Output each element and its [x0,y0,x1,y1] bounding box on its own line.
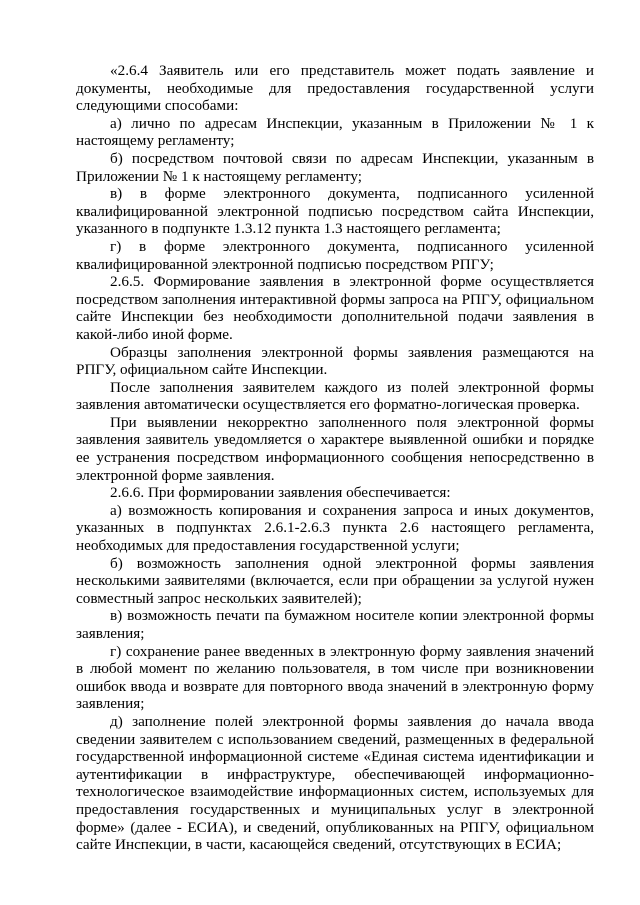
paragraph-item-b: б) возможность заполнения одной электронной формы заявления несколькими заявителями (включается, если при обращении за услугой нужен совместный запрос нескольких заявителей); [76,554,594,607]
paragraph-item-v: в) возможность печати па бумажном носителе копии электронной формы заявления; [76,607,594,642]
paragraph-2-6-4: «2.6.4 Заявитель или его представитель может подать заявление и документы, необходимые для предоставления государственной услуги следующими способами: [76,62,594,115]
paragraph-method-v: в) в форме электронного документа, подписанного усиленной квалифицированной электронной подписью посредством сайта Инспекции, указанного в подпункте 1.3.12 пункта 1.3 настоящего регламента; [76,185,594,238]
paragraph-method-a: а) лично по адресам Инспекции, указанным в Приложении № 1 к настоящему регламенту; [76,114,594,150]
paragraph-item-g: г) сохранение ранее введенных в электронную форму заявления значений в любой момент по желанию пользователя, в том числе при возникновении ошибок ввода и возврате для повторного ввода значений в электронную форму заявления; [76,642,594,713]
paragraph-validation: После заполнения заявителем каждого из полей электронной формы заявления автоматически осуществляется его форматно-логическая проверка. [76,378,594,414]
document-page [76,62,594,854]
paragraph-method-b: б) посредством почтовой связи по адресам Инспекции, указанным в Приложении № 1 к настоящему регламенту; [76,149,594,185]
paragraph-2-6-6: 2.6.6. При формировании заявления обеспечивается: [110,484,451,502]
paragraph-samples: Образцы заполнения электронной формы заявления размещаются на РПГУ, официальном сайте Инспекции. [76,343,594,379]
paragraph-method-g: г) в форме электронного документа, подписанного усиленной квалифицированной электронной подписью посредством РПГУ; [76,237,594,273]
paragraph-item-a: а) возможность копирования и сохранения запроса и иных документов, указанных в подпунктах 2.6.1-2.6.3 пункта 2.6 настоящего регламента, необходимых для предоставления государственной услуги; [76,501,594,555]
paragraph-item-d: д) заполнение полей электронной формы заявления до начала ввода сведении заявителем с использованием сведений, размещенных в федеральной государственной информационной системе «Единая система идентификации и аутентификации в инфраструктуре, обеспечивающей информационно-технологическое взаимодействие информационных систем, используемых для предоставления государственных и муниципальных услуг в электронной форме» (далее - ЕСИА), и сведений, опубликованных на РПГУ, официальном сайте Инспекции, в части, касающейся сведений, отсутствующих в ЕСИА; [76,712,594,854]
paragraph-error-notice: При выявлении некорректно заполненного поля электронной формы заявления заявитель уведомляется о характере выявленной ошибки и порядке ее устранения посредством информационного сообщения непосредственно в электронной форме заявления. [76,413,594,484]
paragraph-2-6-5: 2.6.5. Формирование заявления в электронной форме осуществляется посредством заполнения интерактивной формы запроса на РПГУ, официальном сайте Инспекции без необходимости дополнительной подачи заявления в какой-либо иной форме. [76,273,594,343]
